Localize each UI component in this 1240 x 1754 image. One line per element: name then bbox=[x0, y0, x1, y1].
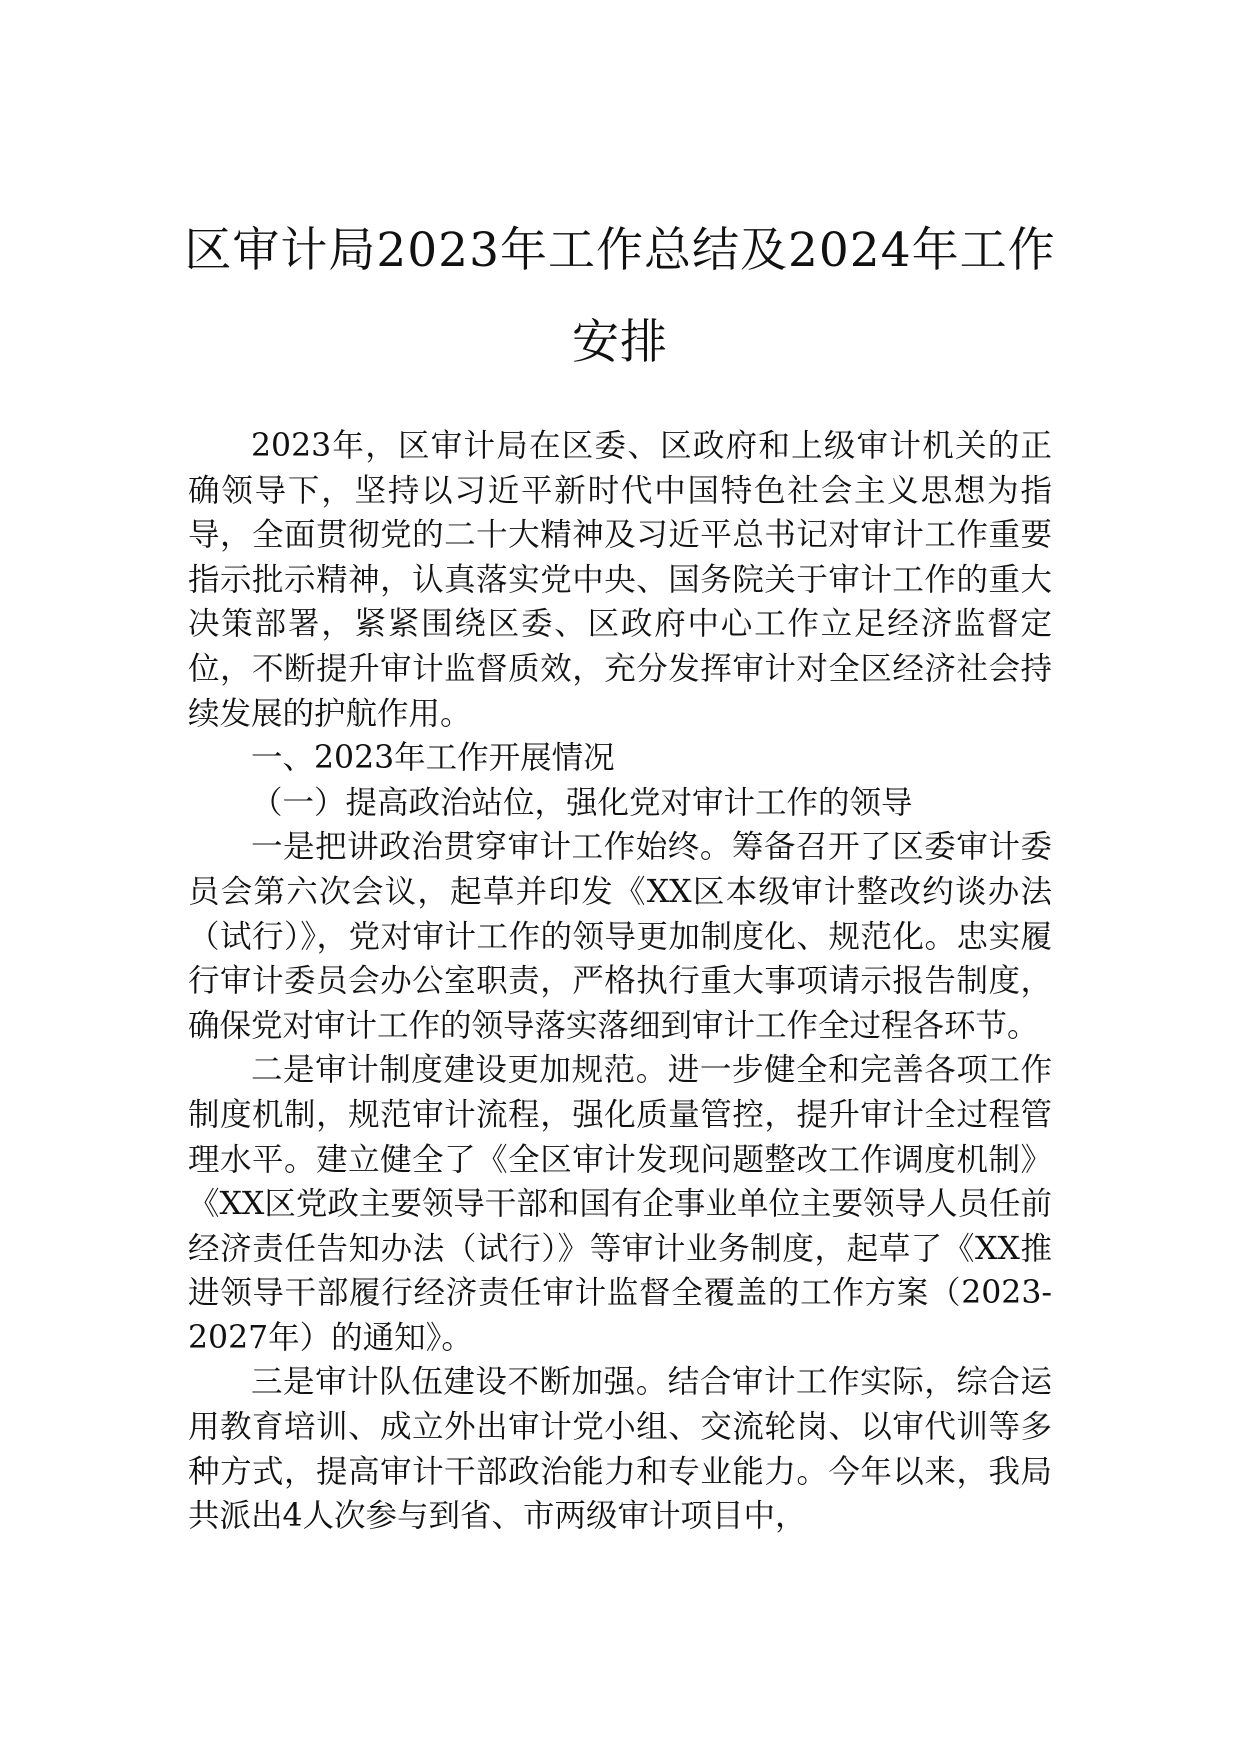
intro-paragraph: 2023年，区审计局在区委、区政府和上级审计机关的正确领导下，坚持以习近平新时代中国特色社会主义思想为指导，全面贯彻党的二十大精神及习近平总书记对审计工作重要指示批示精神，认真落实党中央、国务院关于审计工作的重大决策部署，紧紧围绕区委、区政府中心工作立足经济监督定位，不断提升审计监督质效，充分发挥审计对全区经济社会持续发展的护航作用。 bbox=[188, 428, 1052, 732]
paragraph-political: 一是把讲政治贯穿审计工作始终。筹备召开了区委审计委员会第六次会议，起草并印发《XX区本级审计整改约谈办法（试行）》，党对审计工作的领导更加制度化、规范化。忠实履行审计委员会办公室职责，严格执行重大事项请示报告制度，确保党对审计工作的领导落实落细到审计工作全过程各环节。 bbox=[188, 829, 1052, 1044]
section-heading: 一、2023年工作开展情况 bbox=[251, 740, 615, 777]
paragraph-system: 二是审计制度建设更加规范。进一步健全和完善各项工作制度机制，规范审计流程，强化质量管控，提升审计全过程管理水平。建立健全了《全区审计发现问题整改工作调度机制》《XX区党政主要领导干部和国有企事业单位主要领导人员任前经济责任告知办法（试行）》等审计业务制度，起草了《XX推进领导干部履行经济责任审计监督全覆盖的工作方案（2023-2027年）的通知》。 bbox=[188, 1052, 1052, 1356]
document-body bbox=[188, 424, 1052, 1539]
document-title: 区审计局2023年工作总结及2024年工作安排 bbox=[184, 223, 1056, 370]
paragraph-team: 三是审计队伍建设不断加强。结合审计工作实际，综合运用教育培训、成立外出审计党小组、交流轮岗、以审代训等多种方式，提高审计干部政治能力和专业能力。今年以来，我局共派出4人次参与到省、市两级审计项目中， bbox=[188, 1364, 1052, 1535]
subsection-heading: （一）提高政治站位，强化党对审计工作的领导 bbox=[251, 784, 913, 821]
